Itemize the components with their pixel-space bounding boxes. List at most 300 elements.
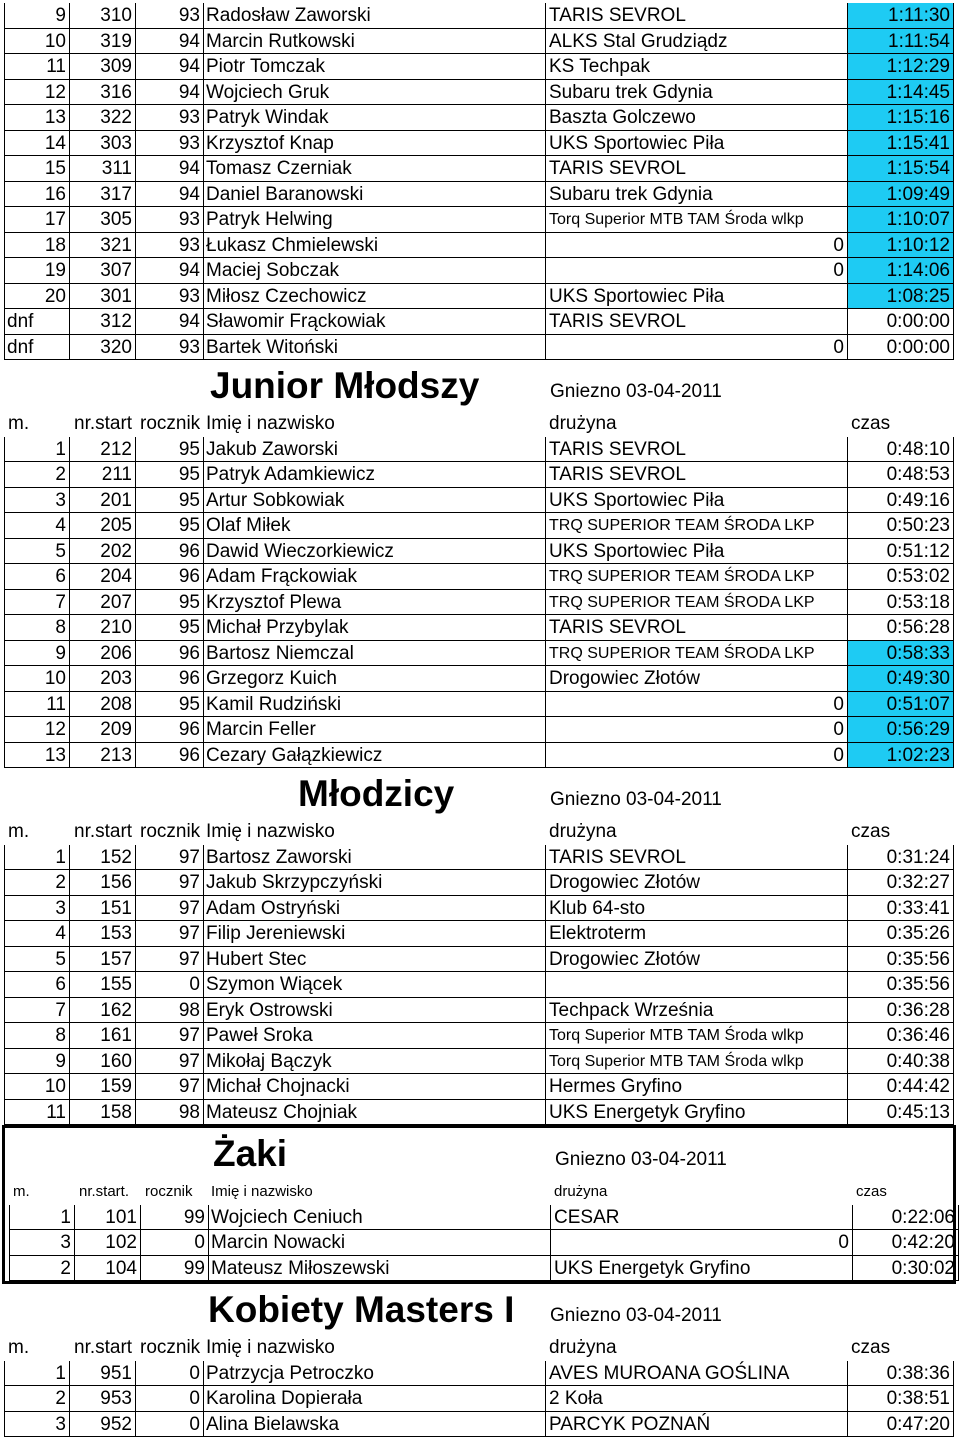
table-row: [5, 1230, 953, 1256]
cell-place: 3: [4, 896, 70, 922]
cell-birth-year: 93: [136, 105, 204, 131]
cell-team: TRQ SUPERIOR TEAM ŚRODA LKP: [546, 641, 848, 667]
cell-start-number: 204: [70, 564, 136, 590]
cell-team: UKS Energetyk Gryfino: [546, 1100, 848, 1126]
cell-team: CESAR: [551, 1205, 853, 1231]
table-row: [0, 80, 960, 106]
section-title: Junior Młodszy: [210, 365, 479, 407]
cell-time: 0:36:28: [848, 998, 954, 1024]
cell-place: 2: [4, 1386, 70, 1412]
cell-team: Subaru trek Gdynia: [546, 182, 848, 208]
table-row: [0, 131, 960, 157]
table-row: [0, 615, 960, 641]
cell-birth-year: 96: [136, 564, 204, 590]
cell-place: 2: [4, 870, 70, 896]
cell-team: 0: [546, 743, 848, 769]
cell-place: 2: [9, 1256, 75, 1282]
results-section: [0, 3, 960, 360]
cell-start-number: 203: [70, 666, 136, 692]
results-sheet: [0, 3, 960, 1437]
cell-birth-year: 94: [136, 29, 204, 55]
header-place: m.: [4, 1335, 70, 1361]
cell-time: 0:35:56: [848, 972, 954, 998]
cell-team: 2 Koła: [546, 1386, 848, 1412]
cell-birth-year: 97: [136, 1049, 204, 1075]
table-row: [0, 182, 960, 208]
header-name: Imię i nazwisko: [204, 411, 546, 437]
cell-birth-year: 95: [136, 615, 204, 641]
cell-start-number: 310: [70, 3, 136, 29]
cell-place: 2: [4, 462, 70, 488]
cell-time: 0:00:00: [848, 309, 954, 335]
cell-start-number: 301: [70, 284, 136, 310]
cell-start-number: 159: [70, 1074, 136, 1100]
cell-birth-year: 97: [136, 1074, 204, 1100]
cell-name: Bartek Witoński: [204, 335, 546, 361]
cell-start-number: 953: [70, 1386, 136, 1412]
cell-place: 3: [9, 1230, 75, 1256]
cell-name: Szymon Wiącek: [204, 972, 546, 998]
cell-birth-year: 93: [136, 131, 204, 157]
cell-place: 11: [4, 54, 70, 80]
cell-time: 0:47:20: [848, 1412, 954, 1437]
cell-team: Subaru trek Gdynia: [546, 80, 848, 106]
cell-start-number: 162: [70, 998, 136, 1024]
cell-time: 1:12:29: [848, 54, 954, 80]
cell-time: 0:38:36: [848, 1361, 954, 1387]
header-year: rocznik: [136, 1335, 204, 1361]
cell-time: 1:14:45: [848, 80, 954, 106]
cell-start-number: 305: [70, 207, 136, 233]
cell-start-number: 201: [70, 488, 136, 514]
cell-time: 0:36:46: [848, 1023, 954, 1049]
table-row: [0, 29, 960, 55]
cell-team: [546, 972, 848, 998]
cell-start-number: 207: [70, 590, 136, 616]
cell-birth-year: 94: [136, 156, 204, 182]
table-row: [0, 1100, 960, 1126]
cell-name: Marcin Nowacki: [209, 1230, 551, 1256]
cell-birth-year: 97: [136, 921, 204, 947]
table-row: [0, 488, 960, 514]
header-time: czas: [848, 819, 954, 845]
section-title: Młodzicy: [298, 773, 454, 815]
cell-name: Mikołaj Bączyk: [204, 1049, 546, 1075]
cell-birth-year: 94: [136, 309, 204, 335]
cell-start-number: 952: [70, 1412, 136, 1437]
cell-birth-year: 94: [136, 54, 204, 80]
cell-start-number: 157: [70, 947, 136, 973]
cell-birth-year: 97: [136, 845, 204, 871]
cell-name: Grzegorz Kuich: [204, 666, 546, 692]
cell-team: TRQ SUPERIOR TEAM ŚRODA LKP: [546, 513, 848, 539]
cell-start-number: 101: [75, 1205, 141, 1231]
table-row: [0, 947, 960, 973]
cell-name: Olaf Miłek: [204, 513, 546, 539]
cell-place: 13: [4, 743, 70, 769]
cell-birth-year: 0: [136, 1386, 204, 1412]
cell-start-number: 104: [75, 1256, 141, 1282]
cell-birth-year: 95: [136, 692, 204, 718]
header-name: Imię i nazwisko: [204, 819, 546, 845]
cell-name: Maciej Sobczak: [204, 258, 546, 284]
cell-time: 0:30:02: [853, 1256, 959, 1282]
cell-team: Techpack Września: [546, 998, 848, 1024]
cell-time: 1:02:23: [848, 743, 954, 769]
table-row: [0, 1412, 960, 1437]
cell-name: Paweł Sroka: [204, 1023, 546, 1049]
cell-start-number: 212: [70, 437, 136, 463]
table-row: [0, 845, 960, 871]
cell-team: Elektroterm: [546, 921, 848, 947]
cell-time: 0:45:13: [848, 1100, 954, 1126]
cell-birth-year: 96: [136, 743, 204, 769]
cell-start-number: 156: [70, 870, 136, 896]
cell-start-number: 205: [70, 513, 136, 539]
cell-start-number: 307: [70, 258, 136, 284]
cell-place: 6: [4, 972, 70, 998]
table-row: [0, 692, 960, 718]
cell-team: 0: [546, 717, 848, 743]
cell-birth-year: 94: [136, 80, 204, 106]
cell-team: Drogowiec Złotów: [546, 666, 848, 692]
cell-team: Baszta Golczewo: [546, 105, 848, 131]
cell-place: 5: [4, 947, 70, 973]
cell-name: Michał Chojnacki: [204, 1074, 546, 1100]
cell-time: 0:53:18: [848, 590, 954, 616]
cell-start-number: 208: [70, 692, 136, 718]
cell-team: Drogowiec Złotów: [546, 870, 848, 896]
cell-name: Dawid Wieczorkiewicz: [204, 539, 546, 565]
table-row: [0, 105, 960, 131]
cell-name: Bartosz Zaworski: [204, 845, 546, 871]
header-time: czas: [848, 1335, 954, 1361]
cell-place: 8: [4, 615, 70, 641]
cell-team: TRQ SUPERIOR TEAM ŚRODA LKP: [546, 564, 848, 590]
cell-birth-year: 0: [141, 1230, 209, 1256]
table-row: [0, 666, 960, 692]
cell-start-number: 211: [70, 462, 136, 488]
cell-birth-year: 93: [136, 335, 204, 361]
cell-birth-year: 96: [136, 666, 204, 692]
cell-name: Marcin Rutkowski: [204, 29, 546, 55]
cell-place: 17: [4, 207, 70, 233]
cell-time: 1:15:41: [848, 131, 954, 157]
cell-birth-year: 96: [136, 539, 204, 565]
header-place: m.: [9, 1179, 75, 1205]
table-row: [0, 309, 960, 335]
table-row: [5, 1205, 953, 1231]
cell-place: 4: [4, 921, 70, 947]
header-num: nr.start: [70, 819, 136, 845]
cell-time: 0:00:00: [848, 335, 954, 361]
cell-name: Krzysztof Plewa: [204, 590, 546, 616]
header-num: nr.start: [70, 1335, 136, 1361]
cell-start-number: 951: [70, 1361, 136, 1387]
cell-name: Łukasz Chmielewski: [204, 233, 546, 259]
cell-team: TARIS SEVROL: [546, 309, 848, 335]
cell-place: 10: [4, 666, 70, 692]
cell-team: TARIS SEVROL: [546, 615, 848, 641]
cell-name: Jakub Zaworski: [204, 437, 546, 463]
cell-name: Filip Jereniewski: [204, 921, 546, 947]
cell-team: 0: [546, 233, 848, 259]
cell-start-number: 202: [70, 539, 136, 565]
table-header-row: [5, 1179, 953, 1205]
cell-team: PARCYK POZNAŃ: [546, 1412, 848, 1437]
cell-time: 1:15:54: [848, 156, 954, 182]
cell-birth-year: 98: [136, 998, 204, 1024]
cell-team: Klub 64-sto: [546, 896, 848, 922]
section-title: Żaki: [213, 1133, 287, 1175]
table-row: [0, 437, 960, 463]
cell-place: 12: [4, 717, 70, 743]
header-team: drużyna: [546, 1335, 848, 1361]
cell-team: Drogowiec Złotów: [546, 947, 848, 973]
cell-start-number: 155: [70, 972, 136, 998]
cell-birth-year: 97: [136, 1023, 204, 1049]
cell-name: Hubert Stec: [204, 947, 546, 973]
cell-place: 3: [4, 1412, 70, 1437]
table-header-row: [0, 1335, 960, 1361]
cell-start-number: 303: [70, 131, 136, 157]
cell-name: Patryk Windak: [204, 105, 546, 131]
table-row: [0, 462, 960, 488]
cell-start-number: 153: [70, 921, 136, 947]
cell-time: 0:56:28: [848, 615, 954, 641]
cell-team: TARIS SEVROL: [546, 845, 848, 871]
cell-time: 1:14:06: [848, 258, 954, 284]
cell-time: 0:32:27: [848, 870, 954, 896]
table-row: [0, 335, 960, 361]
cell-time: 0:42:20: [853, 1230, 959, 1256]
cell-birth-year: 95: [136, 437, 204, 463]
cell-start-number: 102: [75, 1230, 141, 1256]
cell-team: TARIS SEVROL: [546, 462, 848, 488]
cell-team: 0: [546, 335, 848, 361]
cell-start-number: 320: [70, 335, 136, 361]
table-row: [0, 207, 960, 233]
header-team: drużyna: [546, 411, 848, 437]
cell-time: 0:35:56: [848, 947, 954, 973]
cell-time: 1:11:54: [848, 29, 954, 55]
cell-birth-year: 94: [136, 182, 204, 208]
section-title-bar: [5, 1128, 953, 1179]
cell-time: 0:51:07: [848, 692, 954, 718]
cell-name: Daniel Baranowski: [204, 182, 546, 208]
cell-time: 0:50:23: [848, 513, 954, 539]
table-row: [0, 641, 960, 667]
cell-team: KS Techpak: [546, 54, 848, 80]
cell-name: Krzysztof Knap: [204, 131, 546, 157]
table-row: [0, 998, 960, 1024]
cell-team: UKS Sportowiec Piła: [546, 488, 848, 514]
cell-time: 0:58:33: [848, 641, 954, 667]
table-row: [0, 1074, 960, 1100]
section-title-bar: [0, 360, 960, 411]
header-year: rocznik: [136, 411, 204, 437]
table-row: [0, 233, 960, 259]
cell-birth-year: 93: [136, 207, 204, 233]
cell-birth-year: 99: [141, 1256, 209, 1282]
cell-start-number: 312: [70, 309, 136, 335]
cell-name: Mateusz Miłoszewski: [209, 1256, 551, 1282]
table-row: [0, 1049, 960, 1075]
cell-place: dnf: [4, 309, 70, 335]
cell-place: 11: [4, 1100, 70, 1126]
cell-place: 12: [4, 80, 70, 106]
cell-place: 7: [4, 590, 70, 616]
cell-time: 0:49:16: [848, 488, 954, 514]
cell-start-number: 210: [70, 615, 136, 641]
cell-team: 0: [546, 258, 848, 284]
cell-team: UKS Sportowiec Piła: [546, 131, 848, 157]
cell-place: 1: [9, 1205, 75, 1231]
cell-place: 9: [4, 3, 70, 29]
cell-place: 9: [4, 641, 70, 667]
cell-name: Marcin Feller: [204, 717, 546, 743]
cell-place: 11: [4, 692, 70, 718]
cell-start-number: 151: [70, 896, 136, 922]
cell-place: 16: [4, 182, 70, 208]
cell-name: Michał Przybylak: [204, 615, 546, 641]
cell-place: 6: [4, 564, 70, 590]
cell-name: Miłosz Czechowicz: [204, 284, 546, 310]
cell-time: 0:44:42: [848, 1074, 954, 1100]
cell-place: dnf: [4, 335, 70, 361]
cell-team: 0: [546, 692, 848, 718]
header-num: nr.start.: [75, 1179, 141, 1205]
cell-time: 0:48:53: [848, 462, 954, 488]
cell-start-number: 309: [70, 54, 136, 80]
table-row: [0, 258, 960, 284]
cell-start-number: 209: [70, 717, 136, 743]
cell-birth-year: 0: [136, 972, 204, 998]
cell-place: 18: [4, 233, 70, 259]
cell-birth-year: 94: [136, 258, 204, 284]
cell-team: UKS Energetyk Gryfino: [551, 1256, 853, 1282]
cell-start-number: 317: [70, 182, 136, 208]
cell-place: 9: [4, 1049, 70, 1075]
cell-birth-year: 97: [136, 947, 204, 973]
table-row: [0, 590, 960, 616]
header-team: drużyna: [551, 1179, 853, 1205]
results-section: [0, 768, 960, 1125]
cell-team: TRQ SUPERIOR TEAM ŚRODA LKP: [546, 590, 848, 616]
cell-birth-year: 0: [136, 1412, 204, 1437]
cell-birth-year: 93: [136, 284, 204, 310]
cell-time: 0:56:29: [848, 717, 954, 743]
cell-birth-year: 95: [136, 513, 204, 539]
table-row: [0, 1023, 960, 1049]
cell-place: 14: [4, 131, 70, 157]
results-section: [2, 1125, 956, 1284]
cell-name: Patryk Adamkiewicz: [204, 462, 546, 488]
cell-place: 5: [4, 539, 70, 565]
header-year: rocznik: [141, 1179, 209, 1205]
header-time: czas: [848, 411, 954, 437]
header-year: rocznik: [136, 819, 204, 845]
table-row: [0, 564, 960, 590]
cell-birth-year: 96: [136, 641, 204, 667]
results-section: [0, 360, 960, 768]
cell-start-number: 152: [70, 845, 136, 871]
cell-team: TARIS SEVROL: [546, 156, 848, 182]
cell-time: 0:48:10: [848, 437, 954, 463]
cell-team: AVES MUROANA GOŚLINA: [546, 1361, 848, 1387]
cell-start-number: 160: [70, 1049, 136, 1075]
cell-birth-year: 96: [136, 717, 204, 743]
table-row: [0, 54, 960, 80]
cell-place: 10: [4, 1074, 70, 1100]
cell-start-number: 158: [70, 1100, 136, 1126]
table-row: [0, 284, 960, 310]
cell-place: 8: [4, 1023, 70, 1049]
cell-start-number: 322: [70, 105, 136, 131]
table-row: [0, 972, 960, 998]
cell-place: 19: [4, 258, 70, 284]
cell-team: TARIS SEVROL: [546, 3, 848, 29]
cell-name: Tomasz Czerniak: [204, 156, 546, 182]
cell-name: Alina Bielawska: [204, 1412, 546, 1437]
table-row: [0, 539, 960, 565]
cell-team: TARIS SEVROL: [546, 437, 848, 463]
header-name: Imię i nazwisko: [209, 1179, 551, 1205]
results-section: [0, 1284, 960, 1437]
table-row: [5, 1256, 953, 1282]
cell-birth-year: 97: [136, 896, 204, 922]
cell-team: Torq Superior MTB TAM Środa wlkp: [546, 1049, 848, 1075]
cell-time: 1:08:25: [848, 284, 954, 310]
cell-birth-year: 95: [136, 590, 204, 616]
table-row: [0, 717, 960, 743]
cell-name: Artur Sobkowiak: [204, 488, 546, 514]
header-place: m.: [4, 819, 70, 845]
section-title: Kobiety Masters I: [208, 1289, 514, 1331]
cell-birth-year: 99: [141, 1205, 209, 1231]
cell-place: 7: [4, 998, 70, 1024]
cell-place: 1: [4, 845, 70, 871]
cell-name: Karolina Dopierała: [204, 1386, 546, 1412]
cell-place: 20: [4, 284, 70, 310]
cell-team: ALKS Stal Grudziądz: [546, 29, 848, 55]
section-date: Gniezno 03-04-2011: [555, 1149, 727, 1171]
table-header-row: [0, 819, 960, 845]
cell-team: Torq Superior MTB TAM Środa wlkp: [546, 1023, 848, 1049]
cell-start-number: 319: [70, 29, 136, 55]
cell-name: Wojciech Gruk: [204, 80, 546, 106]
cell-time: 0:35:26: [848, 921, 954, 947]
table-row: [0, 3, 960, 29]
table-row: [0, 1386, 960, 1412]
table-row: [0, 896, 960, 922]
cell-start-number: 321: [70, 233, 136, 259]
cell-time: 1:10:12: [848, 233, 954, 259]
cell-start-number: 206: [70, 641, 136, 667]
cell-name: Bartosz Niemczal: [204, 641, 546, 667]
cell-team: Torq Superior MTB TAM Środa wlkp: [546, 207, 848, 233]
cell-start-number: 311: [70, 156, 136, 182]
cell-name: Adam Frąckowiak: [204, 564, 546, 590]
cell-name: Sławomir Frąckowiak: [204, 309, 546, 335]
table-row: [0, 921, 960, 947]
cell-place: 1: [4, 437, 70, 463]
cell-place: 15: [4, 156, 70, 182]
table-row: [0, 743, 960, 769]
cell-time: 1:11:30: [848, 3, 954, 29]
section-title-bar: [0, 1284, 960, 1335]
cell-name: Radosław Zaworski: [204, 3, 546, 29]
